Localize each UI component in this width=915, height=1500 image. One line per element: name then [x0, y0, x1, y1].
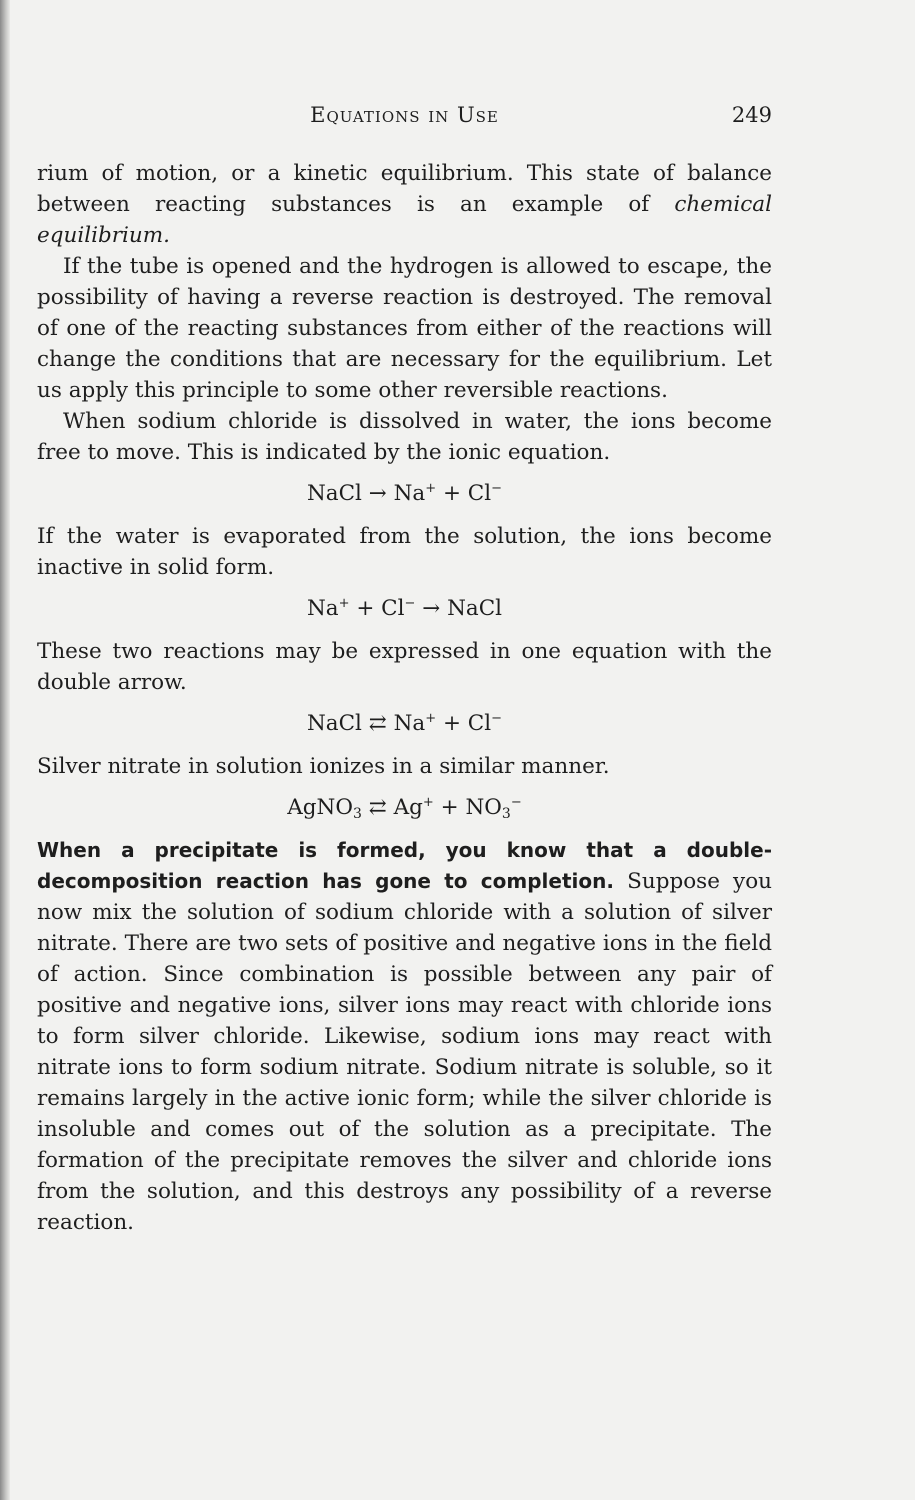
eq3-part-a: NaCl ⇄ Na — [306, 711, 426, 736]
eq4-sub-a: 3 — [352, 806, 362, 822]
paragraph-3: When sodium chloride is dissolved in water, the ions become free to move. This is indicated by the ionic equation. — [37, 409, 772, 465]
eq3-part-b: + Cl — [436, 711, 492, 736]
eq4-sup-c: − — [510, 795, 522, 810]
eq4-sup-b: + — [422, 795, 434, 810]
eq2-part-b: + Cl — [349, 596, 405, 621]
paragraph-6: Silver nitrate in solution ionizes in a similar manner. — [37, 754, 610, 779]
eq2-part-a: Na — [306, 596, 339, 621]
eq4-part-c: + NO — [433, 795, 502, 820]
eq4-sub-c: 3 — [501, 806, 511, 822]
paragraph-7-text: Suppose you now mix the solution of sodium chloride with a solution of silver nitrate. There are two sets of positive and negative ions in the field of action. Since combination is possible between any pair of positive and negative ions, silver ions may react with chloride ions to form silver chloride. Likewise, sodium ions may react with nitrate ions to form sodium nitrate. Sodium nitrate is soluble, so it remains largely in the active ionic form; while the silver chloride is insoluble and comes out of the solution as a precipitate. The formation of the precipitate removes the silver and chloride ions from the solution, and this destroys any possibility of a reverse reaction. — [37, 869, 772, 1235]
paragraph-1 — [37, 158, 772, 251]
eq1-sup-b: − — [491, 481, 503, 496]
paragraph-1-text: rium of motion, or a kinetic equilibrium. This state of balance between reacting substances is an example of — [37, 161, 772, 217]
paragraph-7 — [37, 835, 772, 1238]
paragraph-5: These two reactions may be expressed in one equation with the double arrow. — [37, 639, 772, 695]
section-lead-heading: When a precipitate is formed, you know that a double-decomposition reaction has gone to completion. — [37, 838, 772, 893]
book-page — [37, 100, 772, 1238]
eq4-part-a: AgNO — [287, 795, 353, 820]
equation-reversible-nacl — [37, 708, 772, 739]
page-number: 249 — [731, 103, 772, 127]
eq1-part-b: + Cl — [436, 481, 492, 506]
eq4-part-b: ⇄ Ag — [361, 795, 423, 820]
eq1-part-a: NaCl → Na — [306, 481, 426, 506]
equation-ionization — [37, 478, 772, 509]
chemical-equilibrium-term: chemical equilibrium. — [37, 192, 772, 248]
eq2-sup-b: − — [404, 596, 416, 611]
paragraph-4: If the water is evaporated from the solution, the ions become inactive in solid form. — [37, 524, 772, 580]
equation-recombination — [37, 593, 772, 624]
eq3-sup-a: + — [425, 711, 437, 726]
page-header — [37, 100, 772, 131]
eq2-part-c: → NaCl — [415, 596, 503, 621]
eq2-sup-a: + — [338, 596, 350, 611]
eq3-sup-b: − — [491, 711, 503, 726]
eq1-sup-a: + — [425, 481, 437, 496]
equation-reversible-agno3 — [37, 792, 772, 823]
paragraph-2: If the tube is opened and the hydrogen is allowed to escape, the possibility of having a reverse reaction is destroyed. The removal of one of the reacting substances from either of the reactions will change the conditions that are necessary for the equilibrium. Let us apply this principle to some other reversible reactions. — [37, 254, 772, 403]
page-binding-edge — [0, 0, 10, 1500]
running-head: Equations in Use — [310, 103, 499, 127]
